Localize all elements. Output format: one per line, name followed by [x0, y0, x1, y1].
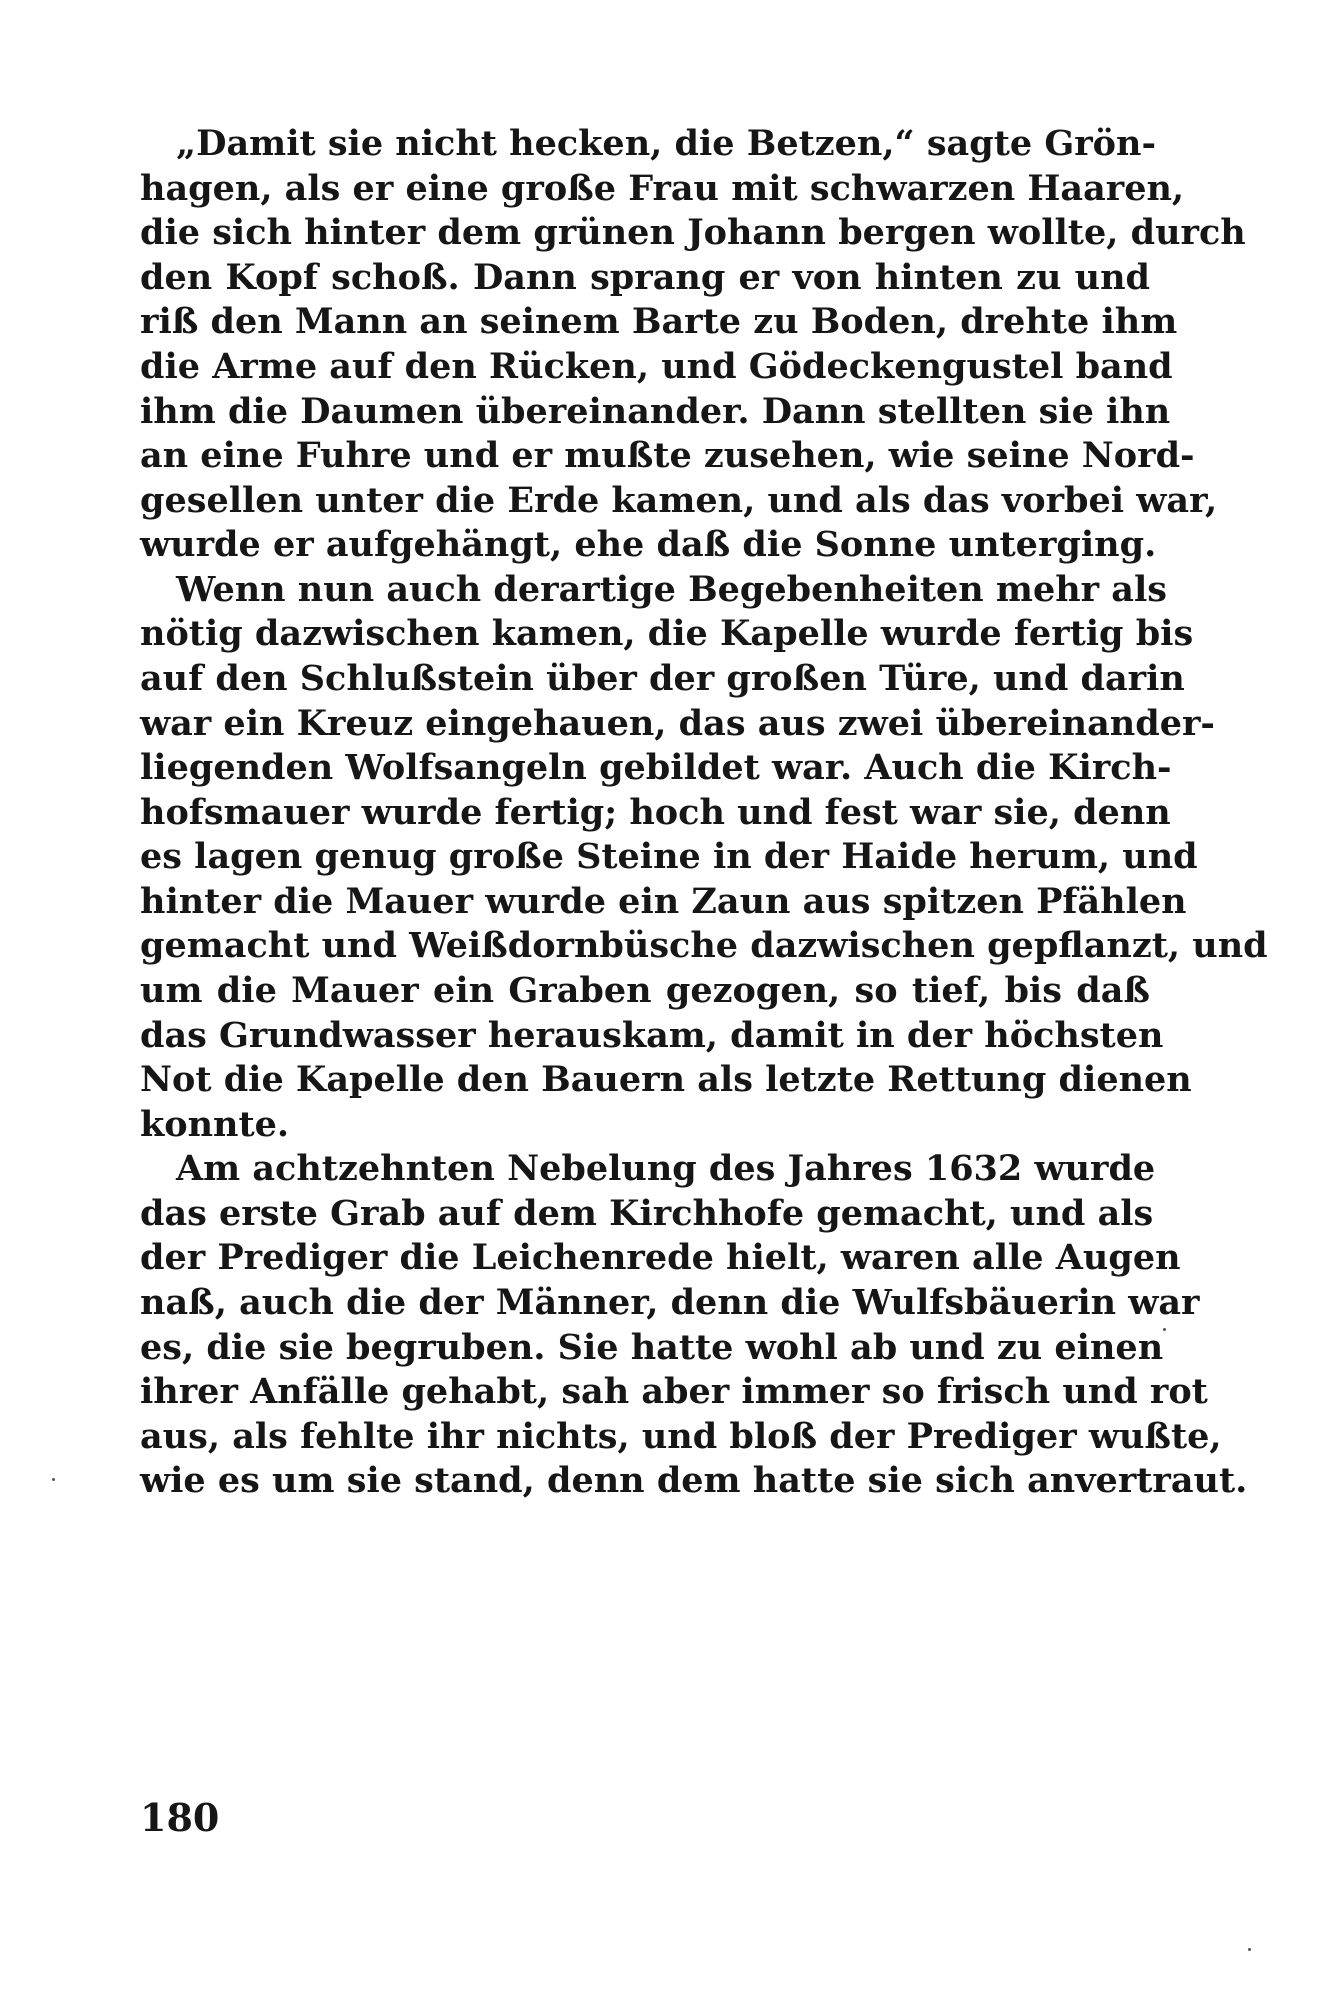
text-line: das Grundwasser herauskam, damit in der höchsten: [140, 1015, 1164, 1056]
text-line: hofsmauer wurde fertig; hoch und fest war sie, denn: [140, 792, 1171, 833]
text-line: ihrer Anfälle gehabt, sah aber immer so frisch und rot: [140, 1371, 1208, 1412]
text-line: es lagen genug große Steine in der Haide herum, und: [140, 836, 1198, 877]
text-line: gesellen unter die Erde kamen, und als das vorbei war,: [140, 480, 1218, 521]
text-line: das erste Grab auf dem Kirchhofe gemacht, und als: [140, 1193, 1154, 1234]
text-line: um die Mauer ein Graben gezogen, so tief, bis daß: [140, 970, 1150, 1011]
text-line: „Damit sie nicht hecken, die Betzen,“ sagte Grön-: [176, 123, 1156, 164]
text-line: Wenn nun auch derartige Begebenheiten mehr als: [176, 569, 1167, 610]
text-line: wie es um sie stand, denn dem hatte sie sich anvertraut.: [140, 1460, 1248, 1501]
text-line: der Prediger die Leichenrede hielt, waren alle Augen: [140, 1237, 1181, 1278]
text-line: die sich hinter dem grünen Johann bergen wollte, durch: [140, 212, 1246, 253]
text-line: naß, auch die der Männer, denn die Wulfsbäuerin war: [140, 1282, 1200, 1323]
text-line: konnte.: [140, 1104, 290, 1145]
text-line: es, die sie begruben. Sie hatte wohl ab und zu einen: [140, 1327, 1164, 1368]
text-line: aus, als fehlte ihr nichts, und bloß der Prediger wußte,: [140, 1416, 1222, 1457]
text-line: liegenden Wolfsangeln gebildet war. Auch die Kirch-: [140, 747, 1172, 788]
text-line: Am achtzehnten Nebelung des Jahres 1632 wurde: [176, 1148, 1156, 1189]
text-line: riß den Mann an seinem Barte zu Boden, drehte ihm: [140, 301, 1178, 342]
text-line: an eine Fuhre und er mußte zusehen, wie seine Nord-: [140, 435, 1195, 476]
scan-speck: [1248, 1948, 1251, 1951]
text-line: Not die Kapelle den Bauern als letzte Rettung dienen: [140, 1059, 1192, 1100]
text-line: hinter die Mauer wurde ein Zaun aus spitzen Pfählen: [140, 881, 1187, 922]
scan-speck: [1163, 1328, 1166, 1331]
scan-speck: [52, 1478, 55, 1481]
text-line: wurde er aufgehängt, ehe daß die Sonne unterging.: [140, 524, 1157, 565]
text-line: nötig dazwischen kamen, die Kapelle wurde fertig bis: [140, 613, 1194, 654]
text-line: auf den Schlußstein über der großen Türe, und darin: [140, 658, 1185, 699]
text-line: war ein Kreuz eingehauen, das aus zwei übereinander-: [140, 703, 1215, 744]
text-line: die Arme auf den Rücken, und Gödeckengustel band: [140, 346, 1173, 387]
text-line: hagen, als er eine große Frau mit schwarzen Haaren,: [140, 168, 1185, 209]
page-number: 180: [140, 1795, 220, 1840]
text-line: gemacht und Weißdornbüsche dazwischen gepflanzt, und: [140, 925, 1268, 966]
text-line: ihm die Daumen übereinander. Dann stellten sie ihn: [140, 391, 1171, 432]
text-line: den Kopf schoß. Dann sprang er von hinten zu und: [140, 257, 1150, 298]
